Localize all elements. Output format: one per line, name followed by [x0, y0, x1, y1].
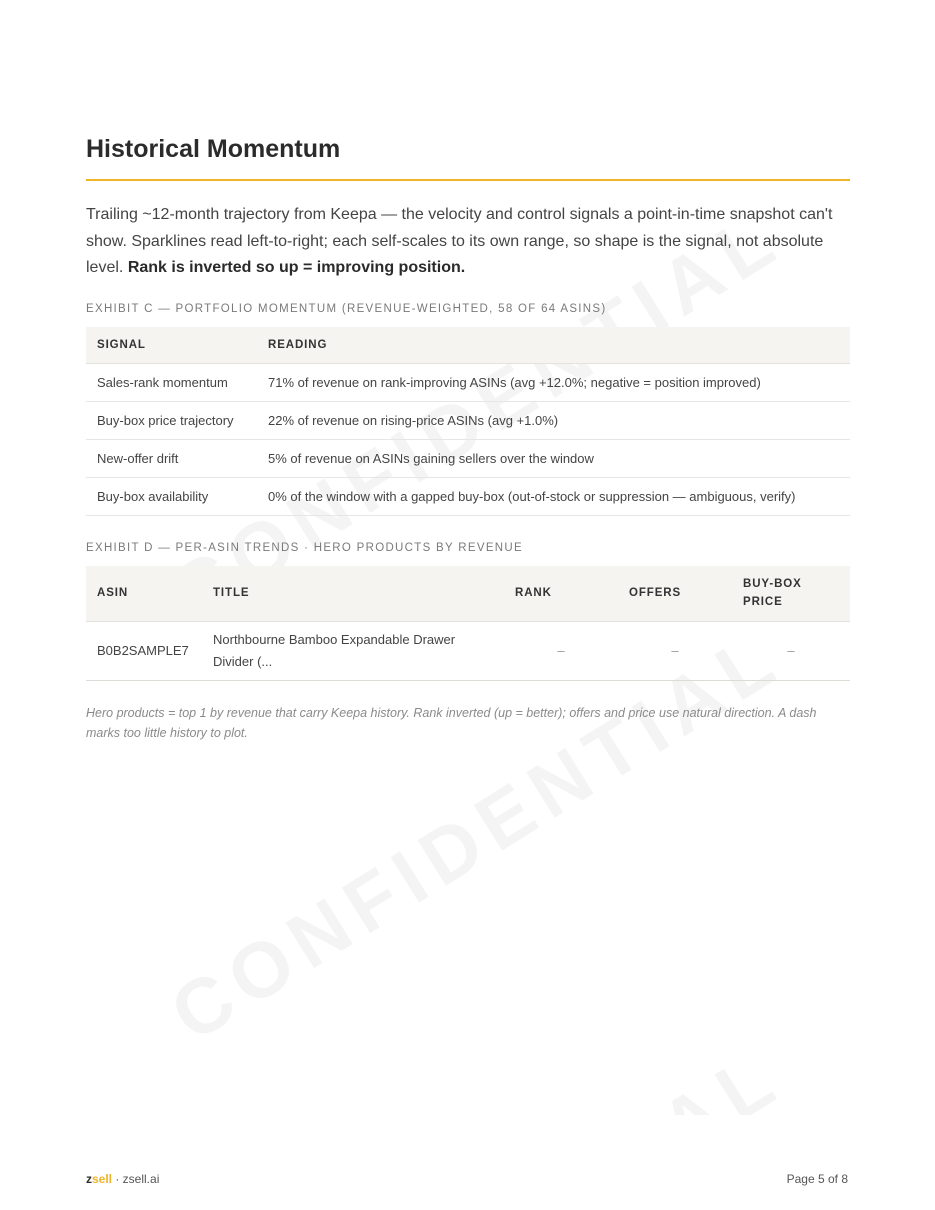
per-asin-trends-table — [86, 566, 850, 681]
exhibit-d-footnote: Hero products = top 1 by revenue that carry Keepa history. Rank inverted (up = better); offers and price use natural direction. A dash marks too little history to plot. — [86, 705, 817, 740]
watermark-text — [155, 1031, 797, 1115]
column-header-rank: RANK — [504, 566, 618, 622]
title-cell: Northbourne Bamboo Expandable Drawer Divider (... — [202, 621, 504, 680]
footer-brand — [86, 1172, 159, 1186]
column-header-offers: OFFERS — [618, 566, 732, 622]
table-row — [86, 439, 850, 477]
column-header-asin: ASIN — [86, 566, 202, 622]
reading-cell: 71% of revenue on rank-improving ASINs (avg +12.0%; negative = position improved) — [257, 363, 850, 401]
exhibit-d-label: EXHIBIT D — PER-ASIN TRENDS · HERO PRODUCTS BY REVENUE — [86, 541, 523, 554]
table-row — [86, 477, 850, 515]
table-header-row — [86, 327, 850, 364]
table-row — [86, 363, 850, 401]
page-content — [86, 130, 850, 743]
intro-emphasis: Rank is inverted so up = improving position. — [127, 259, 466, 276]
reading-cell: 0% of the window with a gapped buy-box (out-of-stock or suppression — ambiguous, verify) — [257, 477, 850, 515]
column-header-reading: READING — [257, 327, 850, 364]
signal-cell: Buy-box availability — [86, 477, 257, 515]
intro-paragraph — [86, 202, 850, 282]
signal-cell: New-offer drift — [86, 439, 257, 477]
reading-cell: 5% of revenue on ASINs gaining sellers over the window — [257, 439, 850, 477]
footer-site: · zsell.ai — [112, 1172, 160, 1186]
column-header-title: TITLE — [202, 566, 504, 622]
offers-sparkline-placeholder: – — [618, 621, 732, 680]
page-footer — [86, 1172, 850, 1188]
column-header-buybox-price: BUY-BOX PRICE — [732, 566, 850, 622]
table-header-row — [86, 566, 850, 622]
intro-text: Trailing ~12-month trajectory from Keepa — the velocity and control signals a point-in-time snapshot can't show. Sparklines read left-to-right; each self-scales to its own range, so shape is the signal, not absolute level. — [86, 206, 833, 276]
asin-cell: B0B2SAMPLE7 — [86, 621, 202, 680]
reading-cell: 22% of revenue on rising-price ASINs (avg +1.0%) — [257, 401, 850, 439]
signal-cell: Sales-rank momentum — [86, 363, 257, 401]
section-title: Historical Momentum — [86, 130, 850, 181]
table-row — [86, 621, 850, 680]
rank-sparkline-placeholder: – — [504, 621, 618, 680]
exhibit-c-label: EXHIBIT C — PORTFOLIO MOMENTUM (REVENUE-WEIGHTED, 58 OF 64 ASINS) — [86, 302, 607, 315]
brand-logo-z: z — [86, 1172, 92, 1186]
brand-logo-sell: sell — [92, 1172, 113, 1186]
page-number: Page 5 of 8 — [786, 1172, 848, 1186]
buybox-price-sparkline-placeholder: – — [732, 621, 850, 680]
table-row — [86, 401, 850, 439]
signal-cell: Buy-box price trajectory — [86, 401, 257, 439]
portfolio-momentum-table — [86, 327, 850, 516]
column-header-signal: SIGNAL — [86, 327, 257, 364]
